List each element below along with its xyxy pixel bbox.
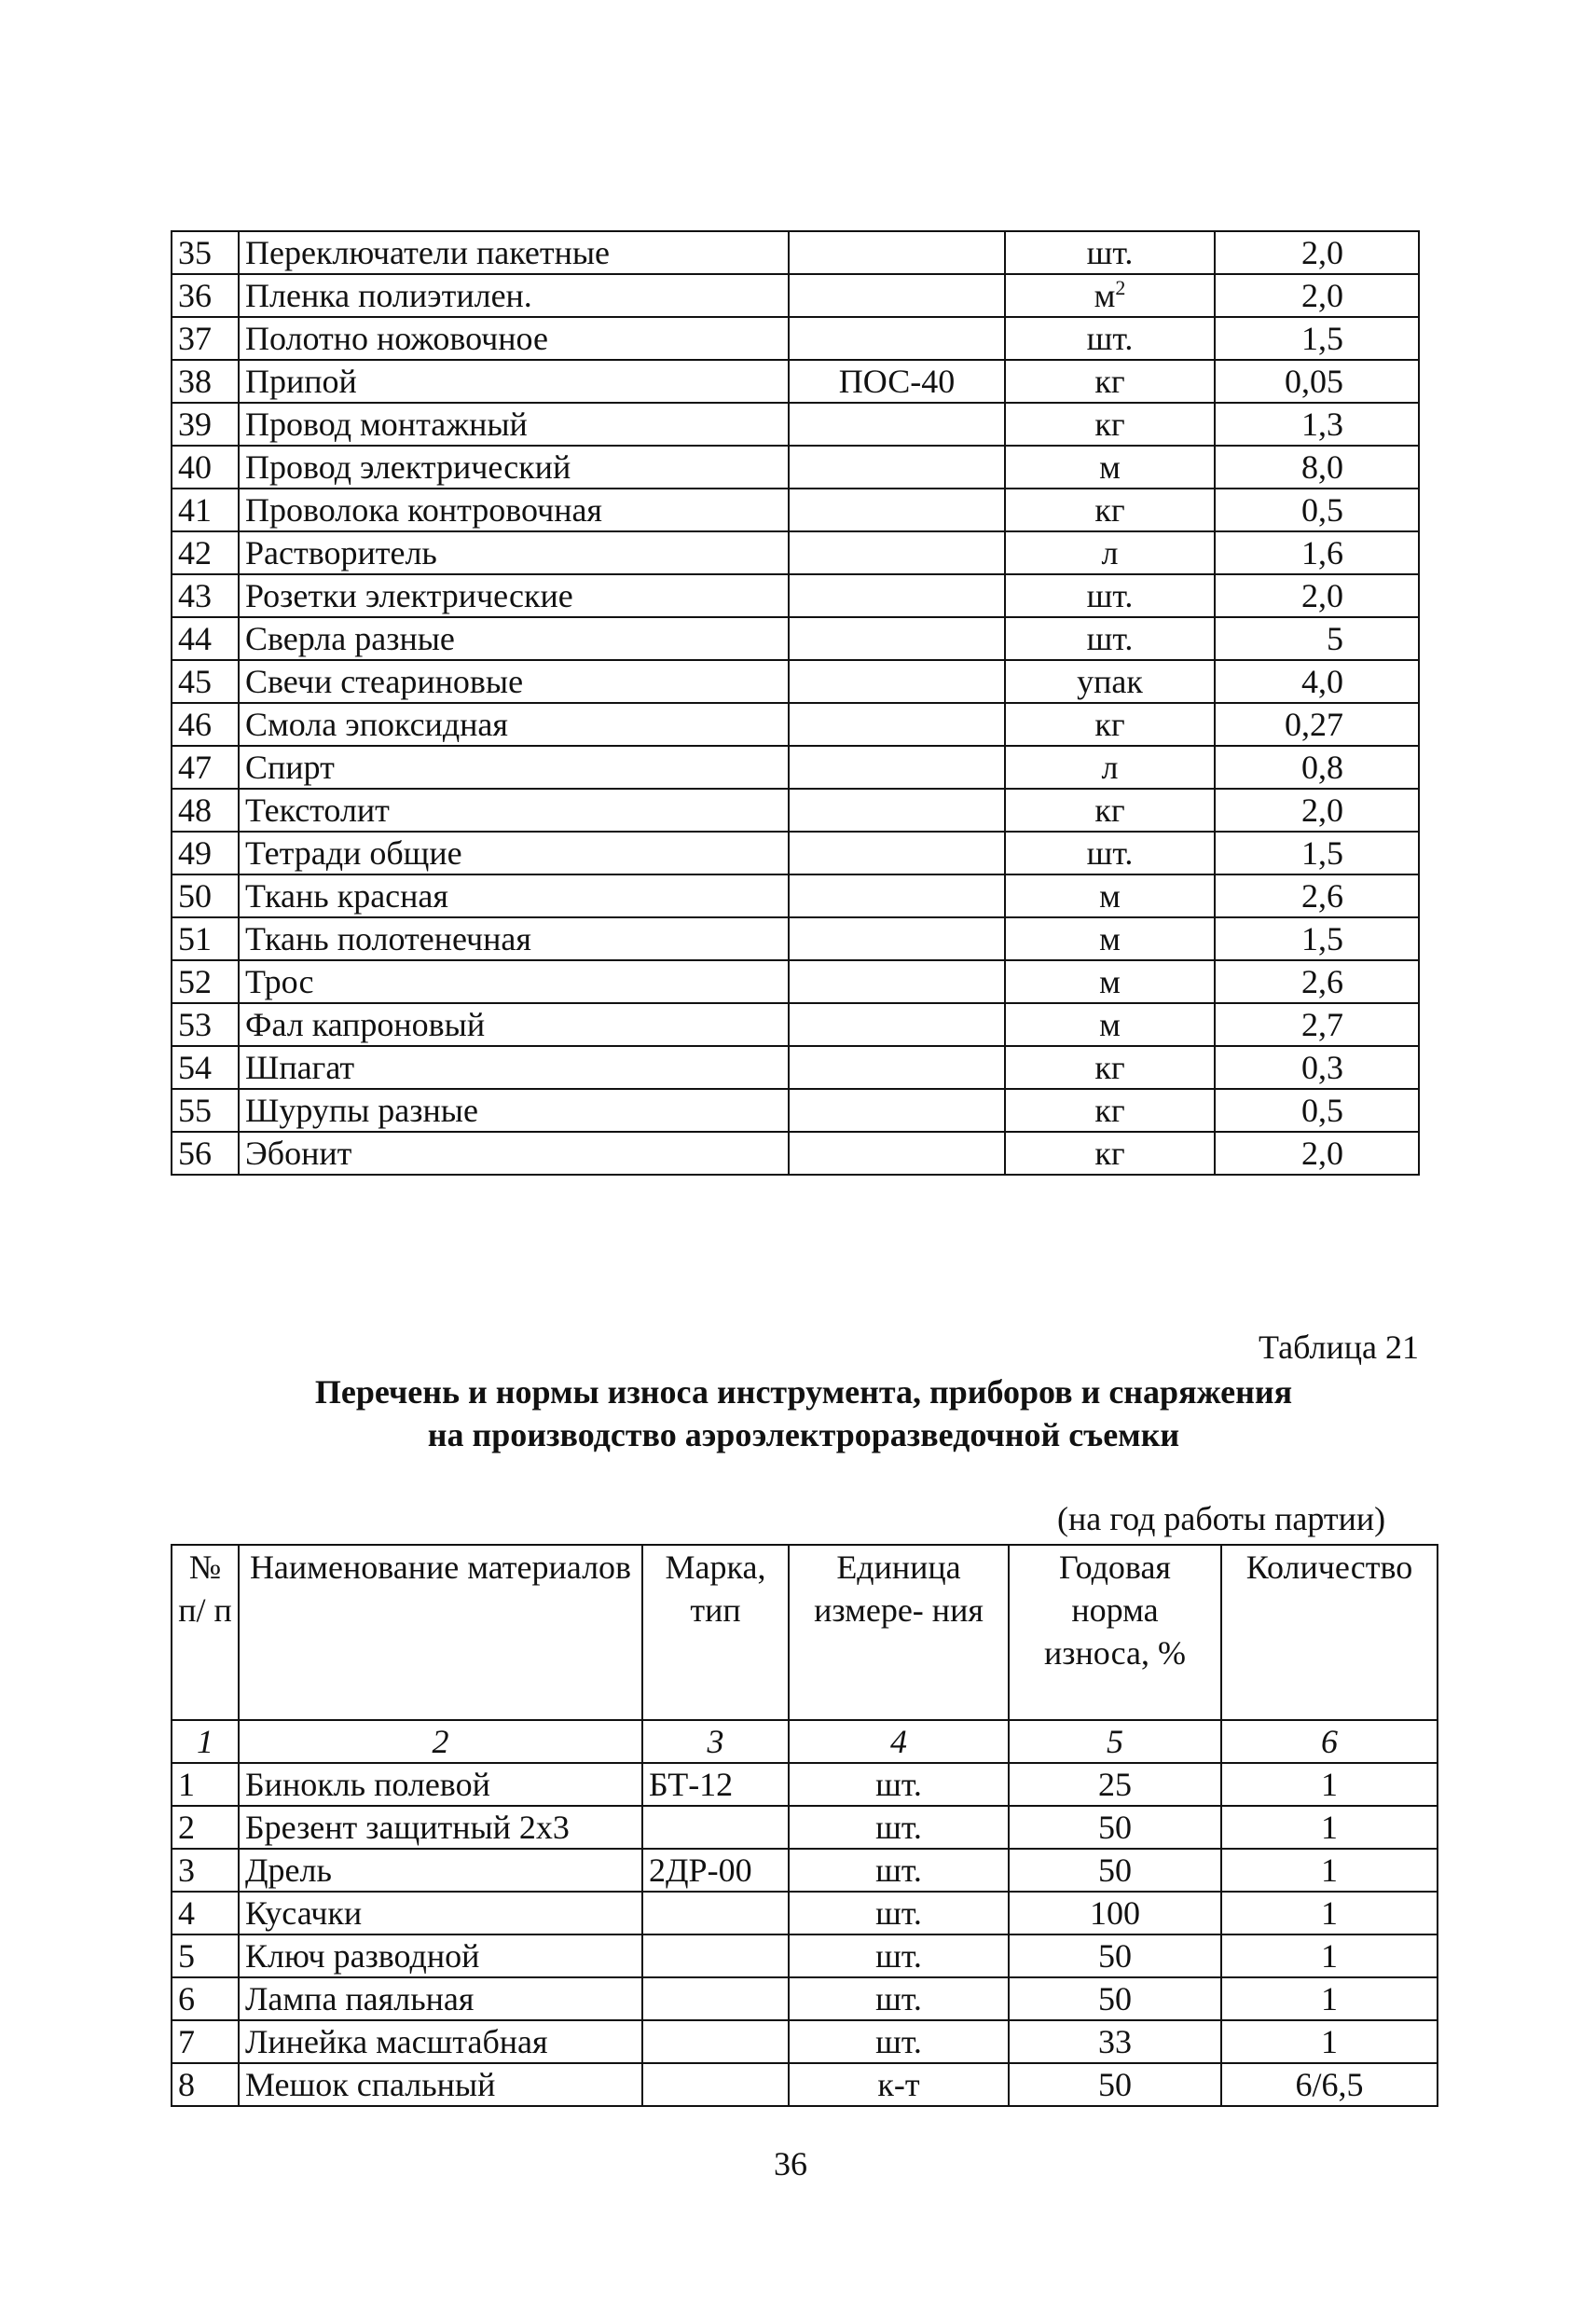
item-unit: шт. [789,1892,1009,1934]
column-number: 2 [239,1720,642,1763]
material-mark [789,574,1005,617]
row-number: 42 [172,531,239,574]
item-mark [642,2020,789,2063]
material-value: 2,0 [1215,274,1419,317]
material-name: Трос [239,960,789,1003]
material-name: Ткань красная [239,874,789,917]
table-row [172,1132,1419,1175]
item-mark: 2ДР-00 [642,1849,789,1892]
column-number: 5 [1009,1720,1221,1763]
item-name: Брезент защитный 2х3 [239,1806,642,1849]
material-unit: шт. [1005,317,1215,360]
material-value: 2,0 [1215,231,1419,274]
material-unit: л [1005,531,1215,574]
row-number: 35 [172,231,239,274]
item-quantity: 6/6,5 [1221,2063,1438,2106]
item-mark [642,1977,789,2020]
row-number: 49 [172,832,239,874]
material-mark [789,489,1005,531]
table-row [172,746,1419,789]
row-number: 48 [172,789,239,832]
row-number: 54 [172,1046,239,1089]
item-unit: шт. [789,1763,1009,1806]
material-name: Ткань полотенечная [239,917,789,960]
table-row [172,917,1419,960]
material-name: Текстолит [239,789,789,832]
material-mark [789,960,1005,1003]
item-mark: БТ-12 [642,1763,789,1806]
row-number: 52 [172,960,239,1003]
item-wear-norm: 25 [1009,1763,1221,1806]
material-unit: кг [1005,360,1215,403]
material-value: 5 [1215,617,1419,660]
item-quantity: 1 [1221,1763,1438,1806]
row-number: 55 [172,1089,239,1132]
item-mark [642,2063,789,2106]
material-value: 2,6 [1215,960,1419,1003]
table-row [172,1892,1438,1934]
table-row [172,1934,1438,1977]
row-number: 41 [172,489,239,531]
material-unit: шт. [1005,617,1215,660]
item-wear-norm: 33 [1009,2020,1221,2063]
material-mark [789,1003,1005,1046]
table-row [172,531,1419,574]
material-mark [789,660,1005,703]
material-value: 1,5 [1215,832,1419,874]
row-number: 5 [172,1934,239,1977]
material-value: 0,05 [1215,360,1419,403]
item-name: Кусачки [239,1892,642,1934]
table-row [172,1849,1438,1892]
table-row [172,489,1419,531]
material-unit: кг [1005,489,1215,531]
item-quantity: 1 [1221,1934,1438,1977]
material-name: Фал капроновый [239,1003,789,1046]
material-value: 2,6 [1215,874,1419,917]
row-number: 50 [172,874,239,917]
material-unit: кг [1005,1046,1215,1089]
material-mark: ПОС-40 [789,360,1005,403]
material-value: 0,8 [1215,746,1419,789]
material-name: Розетки электрические [239,574,789,617]
row-number: 8 [172,2063,239,2106]
row-number: 56 [172,1132,239,1175]
material-mark [789,274,1005,317]
material-unit: м [1005,960,1215,1003]
header-quantity: Количество [1221,1545,1438,1720]
header-mark: Марка, тип [642,1545,789,1720]
material-mark [789,874,1005,917]
row-number: 7 [172,2020,239,2063]
item-quantity: 1 [1221,1977,1438,2020]
item-unit: шт. [789,1806,1009,1849]
item-unit: шт. [789,1977,1009,2020]
row-number: 46 [172,703,239,746]
item-wear-norm: 50 [1009,1849,1221,1892]
material-value: 8,0 [1215,446,1419,489]
material-value: 0,5 [1215,1089,1419,1132]
material-name: Тетради общие [239,832,789,874]
table-row [172,2020,1438,2063]
material-unit: шт. [1005,574,1215,617]
material-unit: упак [1005,660,1215,703]
table-row [172,1977,1438,2020]
table-row [172,660,1419,703]
row-number: 37 [172,317,239,360]
material-unit-text: м [1094,277,1116,314]
header-number: № п/ п [172,1545,239,1720]
table-row [172,832,1419,874]
material-unit: м [1005,874,1215,917]
page-number: 36 [774,2145,807,2182]
item-wear-norm: 50 [1009,1806,1221,1849]
material-value: 2,0 [1215,574,1419,617]
item-wear-norm: 50 [1009,1934,1221,1977]
material-value: 0,27 [1215,703,1419,746]
item-mark [642,1806,789,1849]
item-wear-norm: 50 [1009,1977,1221,2020]
item-name: Мешок спальный [239,2063,642,2106]
table-title-line-1: Перечень и нормы износа инструмента, приборов и снаряжения [314,1373,1293,1411]
item-unit: к-т [789,2063,1009,2106]
material-unit [1005,274,1215,317]
material-name: Спирт [239,746,789,789]
row-number: 4 [172,1892,239,1934]
material-value: 1,5 [1215,917,1419,960]
item-quantity: 1 [1221,1806,1438,1849]
row-number: 47 [172,746,239,789]
header-name: Наименование материалов [239,1545,642,1720]
material-mark [789,403,1005,446]
material-name: Пленка полиэтилен. [239,274,789,317]
material-name: Шпагат [239,1046,789,1089]
row-number: 39 [172,403,239,446]
material-mark [789,746,1005,789]
table-row [172,231,1419,274]
material-mark [789,789,1005,832]
material-value: 1,5 [1215,317,1419,360]
table-row [172,274,1419,317]
table-row [172,703,1419,746]
material-unit: л [1005,746,1215,789]
table-row [172,1763,1438,1806]
material-value: 4,0 [1215,660,1419,703]
table-row [172,446,1419,489]
material-mark [789,531,1005,574]
material-unit: кг [1005,789,1215,832]
material-name: Сверла разные [239,617,789,660]
tools-wear-table [171,1544,1438,2107]
header-norm: Годовая норма износа, % [1009,1545,1221,1720]
material-mark [789,617,1005,660]
item-unit: шт. [789,1934,1009,1977]
material-mark [789,917,1005,960]
item-wear-norm: 50 [1009,2063,1221,2106]
row-number: 38 [172,360,239,403]
row-number: 53 [172,1003,239,1046]
column-number: 3 [642,1720,789,1763]
row-number: 2 [172,1806,239,1849]
material-value: 2,7 [1215,1003,1419,1046]
material-name: Провод монтажный [239,403,789,446]
material-name: Шурупы разные [239,1089,789,1132]
materials-table-continued [171,230,1420,1176]
material-mark [789,446,1005,489]
item-wear-norm: 100 [1009,1892,1221,1934]
material-unit: м [1005,917,1215,960]
material-mark [789,1132,1005,1175]
row-number: 51 [172,917,239,960]
table-row [172,403,1419,446]
material-unit: кг [1005,403,1215,446]
table-row [172,1806,1438,1849]
table-row [172,2063,1438,2106]
material-mark [789,703,1005,746]
header-unit: Единица измере- ния [789,1545,1009,1720]
table-title [171,1370,1437,1456]
material-unit-superscript: 2 [1115,276,1126,299]
item-unit: шт. [789,2020,1009,2063]
material-mark [789,1089,1005,1132]
material-mark [789,1046,1005,1089]
item-name: Ключ разводной [239,1934,642,1977]
table-row [172,574,1419,617]
table-row [172,360,1419,403]
material-unit: м [1005,1003,1215,1046]
table-caption: Таблица 21 [1259,1329,1419,1366]
row-number: 45 [172,660,239,703]
item-mark [642,1934,789,1977]
tools-wear-table-body [172,1720,1438,2106]
material-unit: м [1005,446,1215,489]
table-row [172,617,1419,660]
row-number: 36 [172,274,239,317]
table-row [172,874,1419,917]
item-name: Лампа паяльная [239,1977,642,2020]
column-number: 1 [172,1720,239,1763]
item-mark [642,1892,789,1934]
row-number: 6 [172,1977,239,2020]
material-name: Свечи стеариновые [239,660,789,703]
item-quantity: 1 [1221,2020,1438,2063]
material-mark [789,317,1005,360]
material-name: Припой [239,360,789,403]
material-unit: кг [1005,1089,1215,1132]
item-name: Бинокль полевой [239,1763,642,1806]
tools-wear-table-header [172,1545,1438,1720]
table-row [172,1003,1419,1046]
material-name: Провод электрический [239,446,789,489]
table-title-line-2: на производство аэроэлектроразведочной съемки [427,1416,1180,1453]
column-number: 6 [1221,1720,1438,1763]
column-number: 4 [789,1720,1009,1763]
materials-table-body [172,231,1419,1175]
item-unit: шт. [789,1849,1009,1892]
material-value: 0,3 [1215,1046,1419,1089]
material-name: Эбонит [239,1132,789,1175]
table-row [172,1089,1419,1132]
material-name: Проволока контровочная [239,489,789,531]
item-name: Дрель [239,1849,642,1892]
table-row [172,317,1419,360]
column-number-row [172,1720,1438,1763]
material-value: 1,6 [1215,531,1419,574]
material-unit: кг [1005,703,1215,746]
table-row [172,960,1419,1003]
material-name: Полотно ножовочное [239,317,789,360]
material-value: 2,0 [1215,1132,1419,1175]
row-number: 1 [172,1763,239,1806]
item-quantity: 1 [1221,1849,1438,1892]
material-value: 2,0 [1215,789,1419,832]
material-name: Растворитель [239,531,789,574]
material-name: Смола эпоксидная [239,703,789,746]
material-value: 1,3 [1215,403,1419,446]
material-unit: шт. [1005,832,1215,874]
material-mark [789,231,1005,274]
row-number: 3 [172,1849,239,1892]
row-number: 44 [172,617,239,660]
material-value: 0,5 [1215,489,1419,531]
item-quantity: 1 [1221,1892,1438,1934]
table-row [172,1046,1419,1089]
material-unit: кг [1005,1132,1215,1175]
item-name: Линейка масштабная [239,2020,642,2063]
table-row [172,789,1419,832]
row-number: 43 [172,574,239,617]
row-number: 40 [172,446,239,489]
material-mark [789,832,1005,874]
material-unit: шт. [1005,231,1215,274]
material-name: Переключатели пакетные [239,231,789,274]
table-note: (на год работы партии) [1057,1500,1386,1537]
